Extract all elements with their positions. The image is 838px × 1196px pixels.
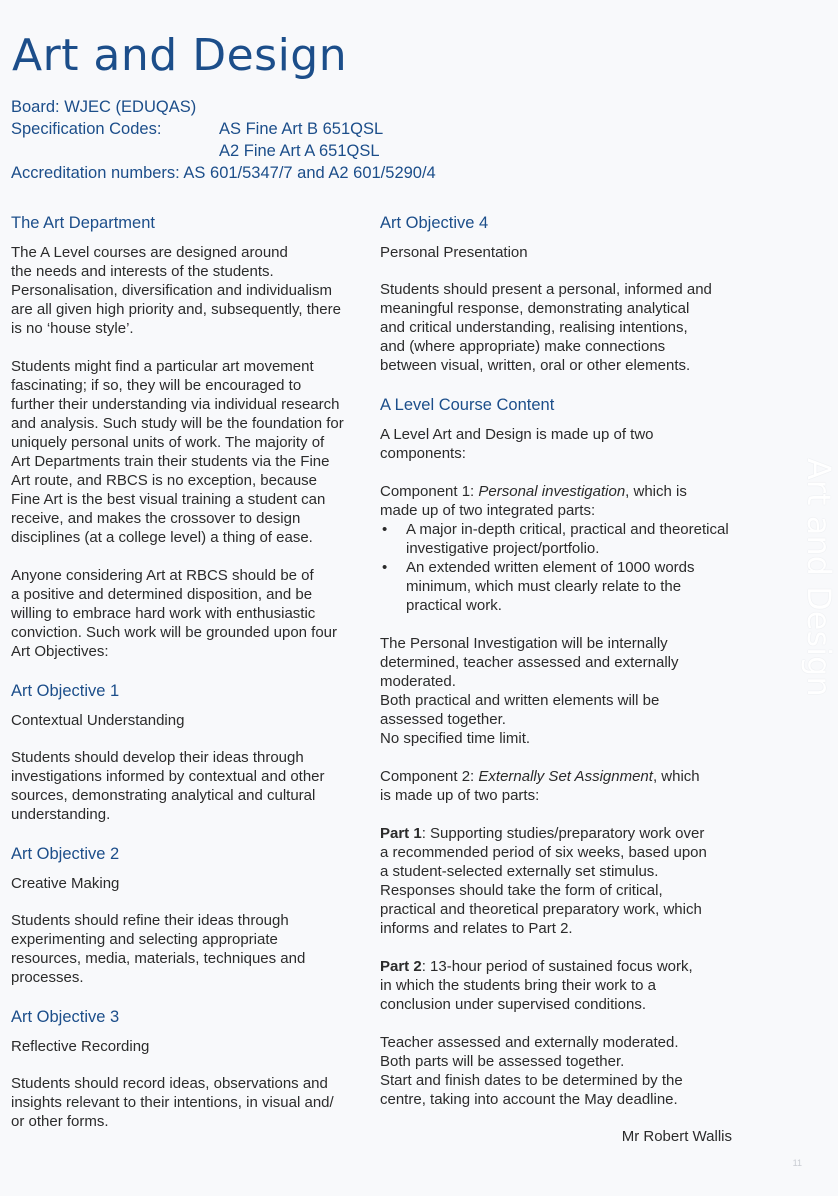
dept-paragraph-3: Anyone considering Art at RBCS should be of a positive and determined disposition, and be willing to embrace hard work with enthusiastic conviction. Such work will be grounded upon four Art Objectives:: [11, 567, 338, 660]
accreditation-line: Accreditation numbers: AS 601/5347/7 and A2 601/5290/4: [11, 164, 436, 182]
course-content-intro: A Level Art and Design is made up of two components:: [380, 426, 654, 462]
page-title: Art and Design: [12, 30, 348, 81]
author-signature: Mr Robert Wallis: [621, 1128, 732, 1145]
side-section-label: Art and Design: [800, 458, 838, 697]
board-line: Board: WJEC (EDUQAS): [11, 98, 197, 116]
objective-2-body: Students should refine their ideas through experimenting and selecting appropriate resources, media, materials, techniques and processes.: [11, 912, 306, 986]
spec-row-2: [11, 140, 436, 162]
part-1-label: Part 1: [380, 825, 422, 842]
assessment-summary: Teacher assessed and externally moderated. Both parts will be assessed together. Start and finish dates to be determined by the centre, taking into account the May deadline.: [380, 1034, 683, 1108]
page-number: 11: [792, 1158, 802, 1168]
spec-a2-code: A2 Fine Art A 651QSL: [219, 142, 380, 160]
component-2-name: Externally Set Assignment: [478, 768, 653, 785]
objective-3-heading: Art Objective 3: [11, 1008, 120, 1026]
objective-2-heading: Art Objective 2: [11, 845, 120, 863]
dept-paragraph-1: The A Level courses are designed around the needs and interests of the students. Personalisation, diversification and individualism are all given high priority and, subsequently, there is no ‘house style’.: [11, 244, 341, 337]
objective-3-subtitle: Reflective Recording: [11, 1038, 150, 1055]
dept-heading: The Art Department: [11, 214, 155, 232]
component-1-intro: Component 1: Personal investigation, which is made up of two integrated parts:: [380, 483, 687, 519]
part-2-label: Part 2: [380, 958, 422, 975]
spec-as-code: AS Fine Art B 651QSL: [219, 120, 384, 138]
component-1-assessment: The Personal Investigation will be internally determined, teacher assessed and externally moderated. Both practical and written elements will be assessed together. No specified time limit.: [380, 635, 679, 747]
spec-label: Specification Codes:: [11, 120, 162, 138]
course-content-heading: A Level Course Content: [380, 396, 555, 414]
part-2-paragraph: Part 2: 13-hour period of sustained focus work, in which the students bring their work to a conclusion under supervised conditions.: [380, 958, 693, 1013]
objective-2-subtitle: Creative Making: [11, 875, 120, 892]
objective-4-heading: Art Objective 4: [380, 214, 489, 232]
component-1-list: [380, 520, 740, 615]
course-meta: [11, 96, 436, 184]
objective-3-body: Students should record ideas, observations and insights relevant to their intentions, in visual and/ or other forms.: [11, 1075, 334, 1130]
component-1-name: Personal investigation: [478, 483, 626, 500]
objective-1-heading: Art Objective 1: [11, 682, 120, 700]
dept-paragraph-2: Students might find a particular art movement fascinating; if so, they will be encouraged to further their understanding via individual research and analysis. Such study will be the foundation for uniquely personal units of work. The majority of Art Departments train their students via the Fine Art route, and RBCS is no exception, because Fine Art is the best visual training a student can receive, and makes the crossover to design disciplines (at a college level) a thing of ease.: [11, 358, 344, 546]
objective-1-body: Students should develop their ideas through investigations informed by contextual and other sources, demonstrating analytical and cultural understanding.: [11, 749, 325, 823]
objective-4-body: Students should present a personal, informed and meaningful response, demonstrating analytical and critical understanding, realising intentions, and (where appropriate) make connections between visual, written, oral or other elements.: [380, 281, 712, 374]
spec-row: [11, 118, 436, 140]
component-2-intro: Component 2: Externally Set Assignment, which is made up of two parts:: [380, 768, 700, 804]
left-column: [11, 212, 371, 1150]
list-item: • A major in-depth critical, practical and theoretical investigative project/portfolio.: [380, 520, 740, 558]
part-1-paragraph: Part 1: Supporting studies/preparatory work over a recommended period of six weeks, based upon a student-selected externally set stimulus. Responses should take the form of critical, practical and theoretical preparatory work, which informs and relates to Part 2.: [380, 825, 707, 937]
objective-4-subtitle: Personal Presentation: [380, 244, 528, 261]
list-item: • An extended written element of 1000 words minimum, which must clearly relate to the practical work.: [380, 558, 740, 615]
right-column: [380, 212, 740, 1165]
objective-1-subtitle: Contextual Understanding: [11, 712, 185, 729]
